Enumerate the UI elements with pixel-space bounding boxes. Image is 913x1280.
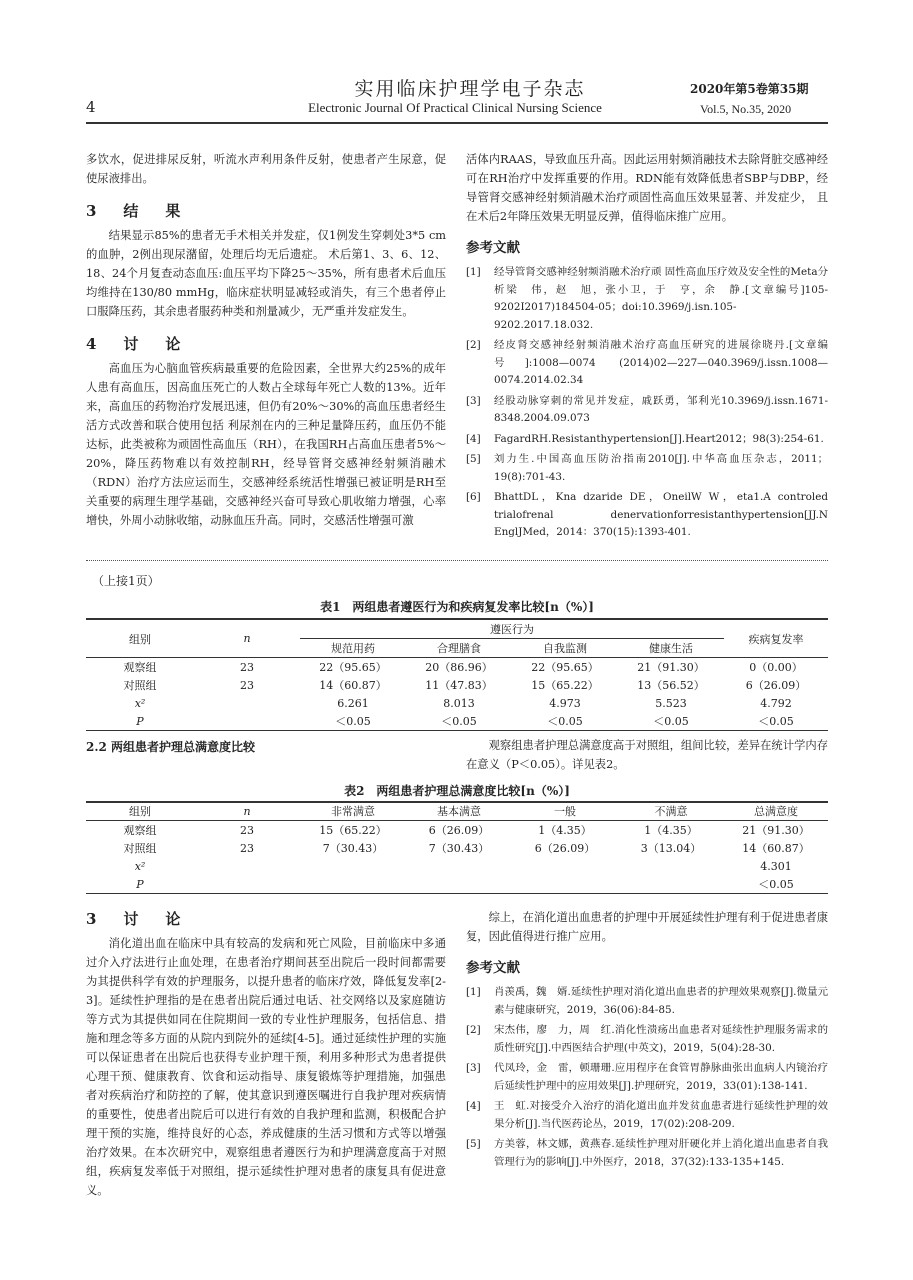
paragraph: 结果显示85%的患者无手术相关并发症，仅1例发生穿刺处3*5 cm的血肿，2例出现尿潴留，处理后均无后遗症。 术后第1、3、6、12、18、24个月复查动态血压:血压平均下降25～35%，所有患者术后血压均维持在130/80 mmHg，临床症状明显减轻或消失，有三个患者停止口服降压药，其余患者服药种类和剂量减少，无严重并发症发生。 <box>86 229 446 318</box>
table1 <box>86 620 828 731</box>
table-header: 组别 <box>129 632 151 646</box>
table-header: 一般 <box>554 805 576 818</box>
paragraph: 观察组患者护理总满意度高于对照组，组间比较，差异在统计学内存在意义（P＜0.05）。详见表2。 <box>466 739 828 771</box>
table-row: P ＜0.05 ＜0.05 ＜0.05 ＜0.05 ＜0.05 <box>86 712 828 731</box>
table-row: 对照组 23 7（30.43） 7（30.43） 6（26.09） 3（13.04） 14（60.87） <box>123 841 810 855</box>
journal-title-cn: 实用临床护理学电子杂志 <box>354 78 586 100</box>
top-right-column <box>466 150 828 545</box>
paragraph: 活体内RAAS，导致血压升高。因此运用射频消融技术去除肾脏交感神经可在RH治疗中发挥重要的作用。RDN能有效降低患者SBP与DBP，经导管肾交感神经射频消融术治疗顽固性高血压效果显著、并发症少， 且在术后2年降压效果无明显反弹，值得临床推广应用。 <box>466 153 828 223</box>
discussion-heading: 3 讨 论 <box>86 910 187 928</box>
section-2-2-heading: 2.2 两组患者护理总满意度比较 <box>86 740 256 754</box>
table-row: x² 6.261 8.013 4.973 5.523 4.792 <box>134 696 792 710</box>
table2 <box>86 802 828 894</box>
continued-note: （上接1页） <box>92 574 160 588</box>
table-header: n <box>243 804 251 818</box>
table-header: 组别 <box>129 805 151 818</box>
reference-list <box>466 984 828 1171</box>
references-heading: 参考文献 <box>466 240 520 256</box>
section-2-2-text <box>466 736 828 774</box>
references-heading: 参考文献 <box>466 960 520 976</box>
reference-list <box>466 264 828 542</box>
table-subheader: 规范用药 <box>331 642 375 655</box>
reference-item: [4] FagardRH.Resistanthypertension[J].Heart2012；98(3):254-61. <box>466 432 824 445</box>
table-row: x² 4.301 <box>134 859 792 873</box>
dotted-separator <box>86 560 828 561</box>
table-header: 疾病复发率 <box>748 632 804 646</box>
top-left-column <box>86 150 446 530</box>
table-header: 遵医行为 <box>300 620 724 639</box>
table-row: 对照组 23 14（60.87） 11（47.83） 15（65.22） 13（56.52） 6（26.09） <box>123 678 807 692</box>
reference-item: [5] 方美蓉，林文娜，黄燕春.延续性护理对肝硬化并上消化道出血患者自我管理行为的影响[J].中外医疗，2018，37(32):133-135+145. <box>466 1138 828 1168</box>
bottom-left-column <box>86 908 446 1200</box>
table-subheader: 合理膳食 <box>437 642 481 655</box>
reference-item: [5] 刘力生.中国高血压防治指南2010[J].中华高血压杂志，2011；19(8):701-43. <box>466 453 828 483</box>
table-header: 基本满意 <box>437 805 481 818</box>
table-row: 观察组 23 22（95.65） 20（86.96） 22（95.65） 21（91.30） 0（0.00） <box>86 658 828 677</box>
reference-item: [6] BhattDL，Kna dzaride DE，OneilW W，eta1.A controled trialofrenal denervationforresistanthypertension[JJ.N EnglJMed，2014：370(15):1393-401. <box>466 491 828 538</box>
reference-item: [2] 经皮肾交感神经射频消融术治疗高血压研究的进展徐晓丹.[文章编号]:1008—0074 (2014)02—227—040.3969/j.issn.1008—0074.2014.02.34 <box>466 339 828 386</box>
reference-item: [2] 宋杰伟，廖 力，周 红.消化性溃疡出血患者对延续性护理服务需求的质性研究[J].中西医结合护理(中英文)，2019，5(04):28-30. <box>466 1024 828 1054</box>
table-header: n <box>243 632 251 645</box>
issue-info-cn: 2020年第5卷第35期 <box>690 82 809 96</box>
bottom-right-column <box>466 908 828 1174</box>
header-rule <box>86 122 828 124</box>
paragraph: 消化道出血在临床中具有较高的发病和死亡风险，目前临床中多通过介入疗法进行止血处理，在患者治疗期间甚至出院后一段时间都需要为其提供科学有效的护理服务，以提升患者的临床疗效，降低复发率[2-3]。延续性护理指的是在患者出院后通过电话、社交网络以及家庭随访等方式为其提供如同在住院期间一致的专业性护理服务，包括信息、措施和理念等多方面的从院内到院外的延续[4-5]。通过延续性护理的实施可以保证患者在出院后也获得专业护理干预，利用多种形式为患者提供心理干预、健康教育、饮食和运动指导、康复锻炼等护理措施，加强患者对疾病治疗和防控的了解，使其意识到遵医嘱进行自我护理对疾病情的重要性，使患者出院后可以进行有效的自我护理和监测，积极配合护理干预的实施，维持良好的心态，养成健康的生活习惯和方式等以增强治疗效果。在本次研究中，观察组患者遵医行为和护理满意度高于对照组，疾病复发率低于对照组，提示延续性护理对患者的康复具有促进意义。 <box>86 937 446 1197</box>
table1-caption: 表1 两组患者遵医行为和疾病复发率比较[n（%）] <box>320 600 594 614</box>
journal-title-en: Electronic Journal Of Practical Clinical Nursing Science <box>308 100 602 115</box>
page-number: 4 <box>86 98 96 116</box>
table-header: 非常满意 <box>331 805 375 818</box>
table-subheader: 健康生活 <box>649 642 693 655</box>
paragraph: 多饮水，促进排尿反射，听流水声利用条件反射，使患者产生尿意，促使尿液排出。 <box>86 153 446 185</box>
table-subheader: 自我监测 <box>543 642 587 655</box>
reference-item: [1] 经导管肾交感神经射频消融术治疗顽 固性高血压疗效及安全性的Meta分析梁 伟，赵 旭，张小卫，于 亨，余 静.[文章编号]105-9202I2017)184504-05；doi:10.3969/j.isn.105-9202.2017.18.032. <box>466 266 828 331</box>
reference-item: [3] 经股动脉穿刺的常见并发症，戚跃勇，邹利光10.3969/j.issn.1671-8348.2004.09.073 <box>466 394 828 424</box>
issue-info-en: Vol.5, No.35, 2020 <box>700 102 792 116</box>
section-4-heading: 4 讨 论 <box>86 335 187 353</box>
table2-caption: 表2 两组患者护理总满意度比较[n（%）] <box>344 784 570 798</box>
reference-item: [1] 肖羡禹，魏 婿.延续性护理对消化道出血患者的护理效果观察[J].微量元素与健康研究，2019，36(06):84-85. <box>466 986 828 1016</box>
table-header: 不满意 <box>654 805 688 818</box>
reference-item: [3] 代凤玲，金 雷，顿珊珊.应用程序在食管胃静脉曲张出血病人内镜治疗后延续性护理中的应用效果[J].护理研究，2019，33(01):138-141. <box>466 1062 828 1092</box>
paragraph: 综上，在消化道出血患者的护理中开展延续性护理有利于促进患者康复，因此值得进行推广应用。 <box>466 911 828 943</box>
paragraph: 高血压为心脑血管疾病最重要的危险因素，全世界大约25%的成年人患有高血压，因高血压死亡的人数占全球每年死亡人数的13%。近年来，高血压的药物治疗发展迅速，但仍有20%～30%的高血压患者经生活方式改善和联合使用包括 利尿剂在内的三种足量降压药，血压仍不能达标，此类被称为顽固性高血压（RH），在我国RH占高血压患者5%～20%，降压药物难以有效控制RH，经导管肾交感神经射频消融术（RDN）治疗方法应运而生，交感神经系统活性增强已被证明是RH至关重要的病理生理学基础，交感神经兴奋可导致心肌收缩力增强，心率增快，外周小动脉收缩，动脉血压升高。同时，交感活性增强可激 <box>86 362 446 527</box>
table-row: P ＜0.05 <box>86 875 828 894</box>
table-row: 观察组 23 15（65.22） 6（26.09） 1（4.35） 1（4.35） 21（91.30） <box>123 823 810 837</box>
section-3-heading: 3 结 果 <box>86 202 187 220</box>
reference-item: [4] 王 虹.对接受介入治疗的消化道出血并发贫血患者进行延续性护理的效果分析[J].当代医药论丛，2019，17(02):208-209. <box>466 1100 828 1130</box>
table-header: 总满意度 <box>754 805 798 818</box>
